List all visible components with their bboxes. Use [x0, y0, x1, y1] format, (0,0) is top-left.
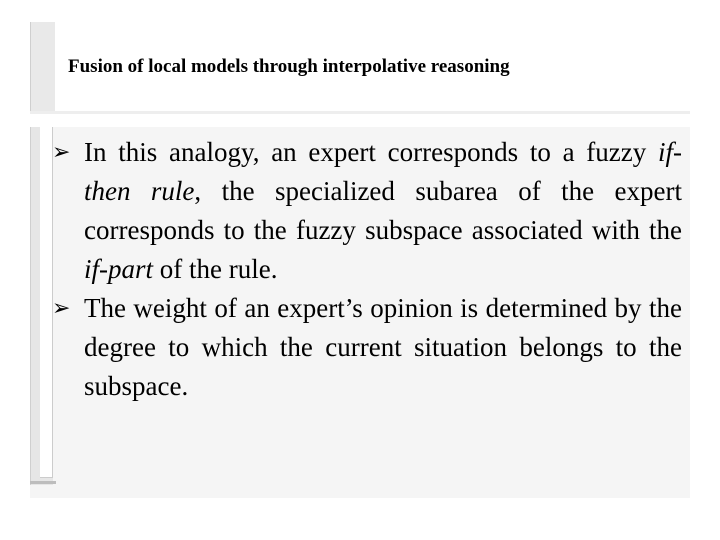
bullet-text-segment: In this analogy, an expert corresponds to a fuzzy: [84, 137, 658, 167]
bullet-item-2: [52, 289, 682, 406]
bullet-text-italic: if-part: [84, 254, 154, 284]
bullet-list: [52, 133, 682, 406]
bullet-text: The weight of an expert’s opinion is determined by the degree to which the current situation belongs to the subspace.: [84, 293, 682, 401]
arrow-bullet-icon: ➢: [52, 140, 71, 165]
title-frame-divider: [30, 111, 690, 114]
slide-title: Fusion of local models through interpolative reasoning: [68, 56, 510, 77]
bullet-text: [84, 137, 682, 284]
bullet-text-italic: if-then rule: [84, 137, 682, 206]
bullet-text-segment: , the specialized subarea of the expert corresponds to the fuzzy subspace associated with the: [84, 176, 682, 245]
bullet-text-segment: of the rule.: [153, 254, 278, 284]
title-area: [30, 22, 690, 114]
body-frame-base: [30, 481, 56, 484]
bullet-item-1: [52, 133, 682, 289]
arrow-bullet-icon: ➢: [52, 296, 71, 321]
title-frame-decoration: [30, 22, 55, 112]
